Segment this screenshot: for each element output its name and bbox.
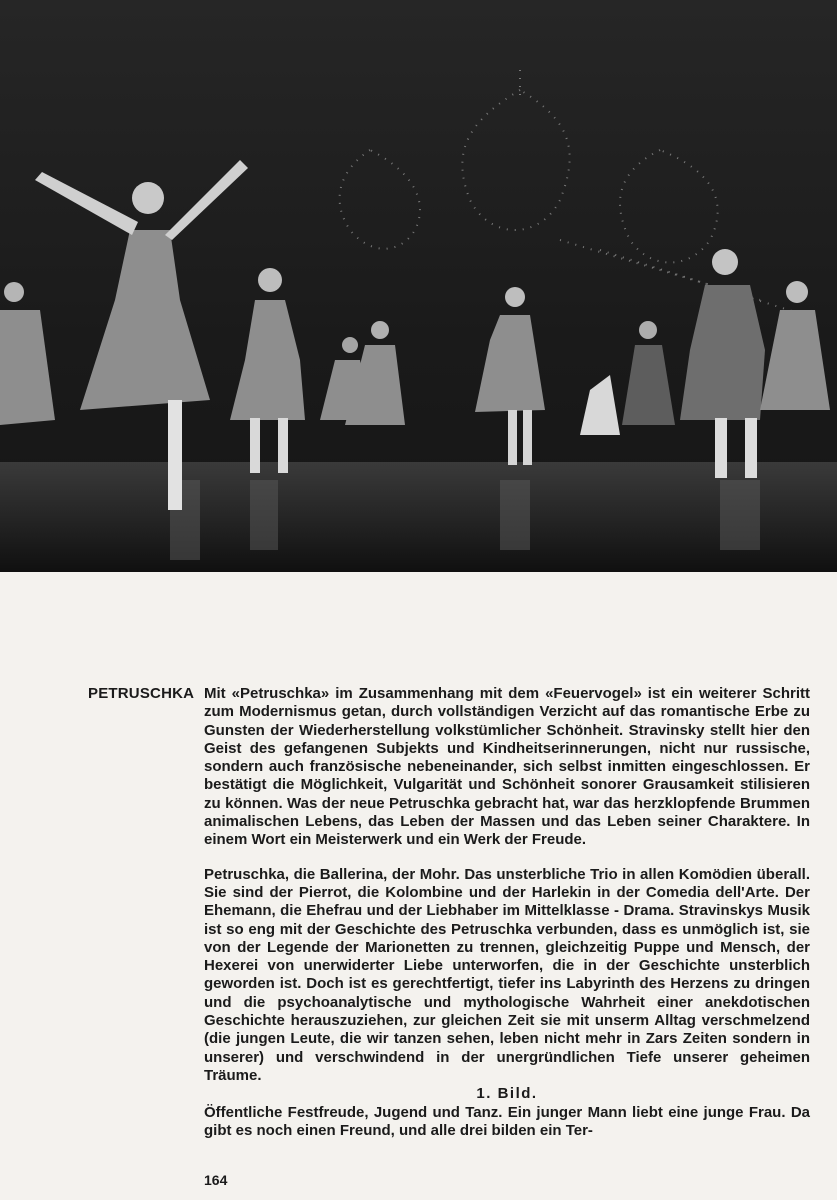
paragraph-3: Öffentliche Festfreude, Jugend und Tanz. Ein junger Mann liebt eine junge Frau. Da gibt es noch einen Freund, und alle drei bilden ein Ter- xyxy=(204,1103,810,1139)
article-body xyxy=(204,685,810,1140)
section-title: PETRUSCHKA xyxy=(88,685,195,702)
page-number: 164 xyxy=(204,1172,228,1188)
paragraph-2: Petruschka, die Ballerina, der Mohr. Das unsterbliche Trio in allen Komödien überall. Sie sind der Pierrot, die Kolombine und der Harlekin in der Comedia dell'Arte. Der Ehemann, die Ehefrau und der Liebhaber im Mittelklasse - Drama. Stravinskys Musik ist so eng mit der Geschichte des Petruschka verbunden, dass es unmöglich ist, sie von der Legende der Marionetten zu trennen, gleichzeitig Puppe und Mensch, der Hexerei von unerwiderter Liebe unterworfen, die in der Geschichte unsterblich geworden ist. Doch ist es gerechtfertigt, tiefer ins Labyrinth des Herzens zu dringen und die psychoanalytische und mythologische Wahrheit einer anekdotischen Geschichte herauszuziehen, zur gleichen Zeit sie mit unserm Alltag verschmelzend (die jungen Leute, die wir tanzen sehen, leben nicht mehr in Zars Zeiten sondern in unserer) und verschwindend in der unergründlichen Tiefe unserer geheimen Träume. xyxy=(204,865,810,1084)
ballet-stage-photo-icon xyxy=(0,0,837,572)
ballet-photo xyxy=(0,0,837,572)
scene-heading: 1. Bild. xyxy=(476,1085,538,1103)
paragraph-1: Mit «Petruschka» im Zusammenhang mit dem «Feuervogel» ist ein weiterer Schritt zum Modernismus getan, durch vollständigen Verzicht auf das romantische Erbe zu Gunsten der Wiederherstellung volkstümlicher Schönheit. Stravinsky stellt hier den Geist des gefangenen Subjekts und Kindheitserinnerungen, nicht nur russische, sondern auch französische nebeneinander, sich selbst inmitten eingeschlossen. Er bestätigt die Möglichkeit, Vulgarität und Schönheit sonorer Grausamkeit stilisieren zu können. Was der neue Petruschka gebracht hat, war das herzklopfende Brummen animalischen Lebens, das Leben der Massen und das Leben seiner Charaktere. In einem Wort ein Meisterwerk und ein Werk der Freude. xyxy=(204,685,810,849)
